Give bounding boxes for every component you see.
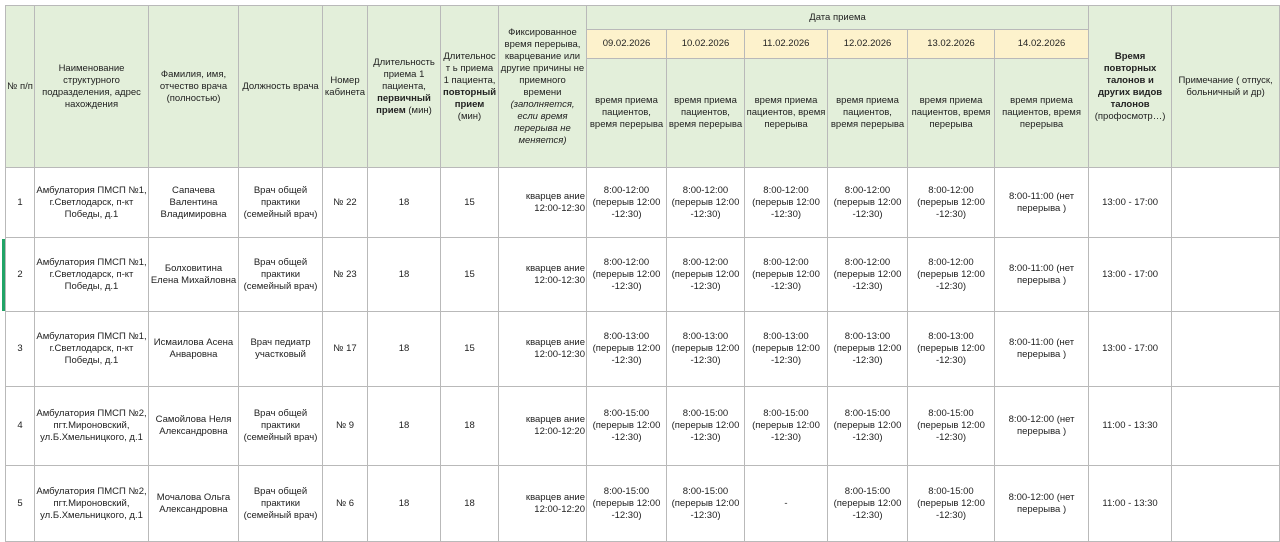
header-break-note: (заполняется, если время перерыва не меняется)	[510, 98, 575, 146]
cell-doctor-name[interactable]: Самойлова Неля Александровна	[149, 387, 239, 466]
cell-position[interactable]: Врач общей практики (семейный врач)	[239, 168, 323, 238]
header-primary-unit: (мин)	[408, 104, 432, 116]
cell-day[interactable]: 8:00-12:00 (перерыв 12:00 -12:30)	[908, 168, 995, 238]
cell-day[interactable]: 8:00-12:00 (перерыв 12:00 -12:30)	[745, 238, 828, 312]
header-repeat-bold: повторный прием	[442, 86, 497, 110]
cell-day[interactable]: 8:00-15:00 (перерыв 12:00 -12:30)	[908, 387, 995, 466]
cell-day[interactable]: 8:00-13:00 (перерыв 12:00 -12:30)	[745, 312, 828, 387]
cell-talons[interactable]: 13:00 - 17:00	[1089, 312, 1172, 387]
cell-day[interactable]: 8:00-12:00 (перерыв 12:00 -12:30)	[667, 238, 745, 312]
cell-day[interactable]: 8:00-15:00 (перерыв 12:00 -12:30)	[667, 466, 745, 542]
cell-room[interactable]: № 22	[323, 168, 368, 238]
cell-day[interactable]: 8:00-12:00 (перерыв 12:00 -12:30)	[828, 168, 908, 238]
header-primary-bold: первичный прием	[376, 92, 431, 116]
header-primary-text: Длительность приема 1 пациента,	[373, 56, 435, 92]
cell-position[interactable]: Врач общей практики (семейный врач)	[239, 387, 323, 466]
header-room[interactable]: Номер кабинета	[323, 6, 368, 168]
header-break-text: Фиксированное время перерыва, кварцевание или другие причины не приемного времени	[500, 26, 585, 98]
cell-break[interactable]: кварцев ание 12:00-12:30	[499, 238, 587, 312]
cell-break[interactable]: кварцев ание 12:00-12:30	[499, 312, 587, 387]
cell-note[interactable]	[1172, 312, 1280, 387]
header-note[interactable]: Примечание ( отпуск, больничный и др)	[1172, 6, 1280, 168]
cell-position[interactable]: Врач общей практики (семейный врач)	[239, 466, 323, 542]
cell-day[interactable]: 8:00-12:00 (перерыв 12:00 -12:30)	[587, 238, 667, 312]
subhead-time[interactable]: время приема пациентов, время перерыва	[667, 59, 745, 168]
cell-day[interactable]: 8:00-12:00 (перерыв 12:00 -12:30)	[587, 168, 667, 238]
table-row	[6, 387, 1280, 466]
subhead-time[interactable]: время приема пациентов, время перерыва	[745, 59, 828, 168]
cell-note[interactable]	[1172, 168, 1280, 238]
subhead-time[interactable]: время приема пациентов, время перерыва	[828, 59, 908, 168]
cell-room[interactable]: № 9	[323, 387, 368, 466]
date-09-02[interactable]: 09.02.2026	[587, 30, 667, 59]
cell-num[interactable]: 1	[6, 168, 35, 238]
cell-primary[interactable]: 18	[368, 238, 441, 312]
cell-day[interactable]: 8:00-11:00 (нет перерыва )	[995, 238, 1089, 312]
cell-repeat[interactable]: 15	[441, 312, 499, 387]
cell-talons[interactable]: 11:00 - 13:30	[1089, 387, 1172, 466]
header-break[interactable]	[499, 6, 587, 168]
cell-primary[interactable]: 18	[368, 312, 441, 387]
table-row	[6, 312, 1280, 387]
cell-day[interactable]: 8:00-13:00 (перерыв 12:00 -12:30)	[908, 312, 995, 387]
cell-day[interactable]: 8:00-12:00 (перерыв 12:00 -12:30)	[667, 168, 745, 238]
header-date-group[interactable]: Дата приема	[587, 6, 1089, 30]
cell-position[interactable]: Врач педиатр участковый	[239, 312, 323, 387]
cell-day[interactable]: 8:00-13:00 (перерыв 12:00 -12:30)	[667, 312, 745, 387]
header-repeat-talons-text: (профосмотр…)	[1094, 110, 1166, 122]
cell-day[interactable]: 8:00-13:00 (перерыв 12:00 -12:30)	[587, 312, 667, 387]
cell-day[interactable]: 8:00-11:00 (нет перерыва )	[995, 168, 1089, 238]
cell-repeat[interactable]: 15	[441, 168, 499, 238]
cell-break[interactable]: кварцев ание 12:00-12:20	[499, 466, 587, 542]
cell-doctor-name[interactable]: Болховитина Елена Михайловна	[149, 238, 239, 312]
cell-room[interactable]: № 6	[323, 466, 368, 542]
cell-division[interactable]: Амбулатория ПМСП №2, пгт.Мироновский, ул.Б.Хмельницкого, д.1	[35, 387, 149, 466]
cell-position[interactable]: Врач общей практики (семейный врач)	[239, 238, 323, 312]
header-primary-duration[interactable]	[368, 6, 441, 168]
date-10-02[interactable]: 10.02.2026	[667, 30, 745, 59]
cell-division[interactable]: Амбулатория ПМСП №1, г.Светлодарск, п-кт Победы, д.1	[35, 238, 149, 312]
cell-repeat[interactable]: 15	[441, 238, 499, 312]
cell-room[interactable]: № 17	[323, 312, 368, 387]
subhead-time[interactable]: время приема пациентов, время перерыва	[587, 59, 667, 168]
header-division[interactable]: Наименование структурного подразделения, адрес нахождения	[35, 6, 149, 168]
cell-num[interactable]: 2	[6, 238, 35, 312]
header-position[interactable]: Должность врача	[239, 6, 323, 168]
table-row	[6, 168, 1280, 238]
cell-doctor-name[interactable]: Исмаилова Асена Анваровна	[149, 312, 239, 387]
cell-division[interactable]: Амбулатория ПМСП №1, г.Светлодарск, п-кт Победы, д.1	[35, 312, 149, 387]
subhead-time[interactable]: время приема пациентов, время перерыва	[908, 59, 995, 168]
cell-day[interactable]: 8:00-15:00 (перерыв 12:00 -12:30)	[745, 387, 828, 466]
cell-num[interactable]: 4	[6, 387, 35, 466]
cell-day[interactable]: -	[745, 466, 828, 542]
cell-day[interactable]: 8:00-15:00 (перерыв 12:00 -12:30)	[667, 387, 745, 466]
header-repeat-text: Длительност ь приема 1 пациента,	[443, 50, 496, 86]
cell-talons[interactable]: 13:00 - 17:00	[1089, 238, 1172, 312]
header-repeat-talons-bold: Время повторных талонов и других видов талонов	[1098, 50, 1163, 110]
cell-repeat[interactable]: 18	[441, 466, 499, 542]
cell-room[interactable]: № 23	[323, 238, 368, 312]
cell-division[interactable]: Амбулатория ПМСП №1, г.Светлодарск, п-кт Победы, д.1	[35, 168, 149, 238]
cell-num[interactable]: 5	[6, 466, 35, 542]
cell-note[interactable]	[1172, 466, 1280, 542]
cell-talons[interactable]: 11:00 - 13:30	[1089, 466, 1172, 542]
cell-day[interactable]: 8:00-11:00 (нет перерыва )	[995, 312, 1089, 387]
cell-break[interactable]: кварцев ание 12:00-12:20	[499, 387, 587, 466]
cell-break[interactable]: кварцев ание 12:00-12:30	[499, 168, 587, 238]
cell-day[interactable]: 8:00-15:00 (перерыв 12:00 -12:30)	[828, 466, 908, 542]
cell-note[interactable]	[1172, 238, 1280, 312]
cell-day[interactable]: 8:00-12:00 (перерыв 12:00 -12:30)	[908, 238, 995, 312]
cell-doctor-name[interactable]: Сапачева Валентина Владимировна	[149, 168, 239, 238]
subhead-time[interactable]: время приема пациентов, время перерыва	[995, 59, 1089, 168]
cell-primary[interactable]: 18	[368, 387, 441, 466]
header-repeat-talons[interactable]	[1089, 6, 1172, 168]
header-doctor-name[interactable]: Фамилия, имя, отчество врача (полностью)	[149, 6, 239, 168]
header-repeat-duration[interactable]	[441, 6, 499, 168]
cell-day[interactable]: 8:00-12:00 (нет перерыва )	[995, 387, 1089, 466]
cell-day[interactable]: 8:00-15:00 (перерыв 12:00 -12:30)	[908, 466, 995, 542]
cell-repeat[interactable]: 18	[441, 387, 499, 466]
cell-day[interactable]: 8:00-15:00 (перерыв 12:00 -12:30)	[587, 387, 667, 466]
cell-division[interactable]: Амбулатория ПМСП №2, пгт.Мироновский, ул.Б.Хмельницкого, д.1	[35, 466, 149, 542]
cell-primary[interactable]: 18	[368, 466, 441, 542]
cell-primary[interactable]: 18	[368, 168, 441, 238]
cell-day[interactable]: 8:00-15:00 (перерыв 12:00 -12:30)	[587, 466, 667, 542]
cell-day[interactable]: 8:00-15:00 (перерыв 12:00 -12:30)	[828, 387, 908, 466]
schedule-table	[5, 5, 1280, 542]
cell-talons[interactable]: 13:00 - 17:00	[1089, 168, 1172, 238]
header-num[interactable]: № п/п	[6, 6, 35, 168]
cell-num[interactable]: 3	[6, 312, 35, 387]
header-repeat-unit: (мин)	[457, 110, 482, 122]
date-14-02[interactable]: 14.02.2026	[995, 30, 1089, 59]
date-12-02[interactable]: 12.02.2026	[828, 30, 908, 59]
cell-day[interactable]: 8:00-12:00 (перерыв 12:00 -12:30)	[745, 168, 828, 238]
cell-day[interactable]: 8:00-13:00 (перерыв 12:00 -12:30)	[828, 312, 908, 387]
date-13-02[interactable]: 13.02.2026	[908, 30, 995, 59]
cell-doctor-name[interactable]: Мочалова Ольга Александровна	[149, 466, 239, 542]
date-11-02[interactable]: 11.02.2026	[745, 30, 828, 59]
table-row	[6, 466, 1280, 542]
cell-note[interactable]	[1172, 387, 1280, 466]
table-row	[6, 238, 1280, 312]
cell-day[interactable]: 8:00-12:00 (нет перерыва )	[995, 466, 1089, 542]
cell-day[interactable]: 8:00-12:00 (перерыв 12:00 -12:30)	[828, 238, 908, 312]
